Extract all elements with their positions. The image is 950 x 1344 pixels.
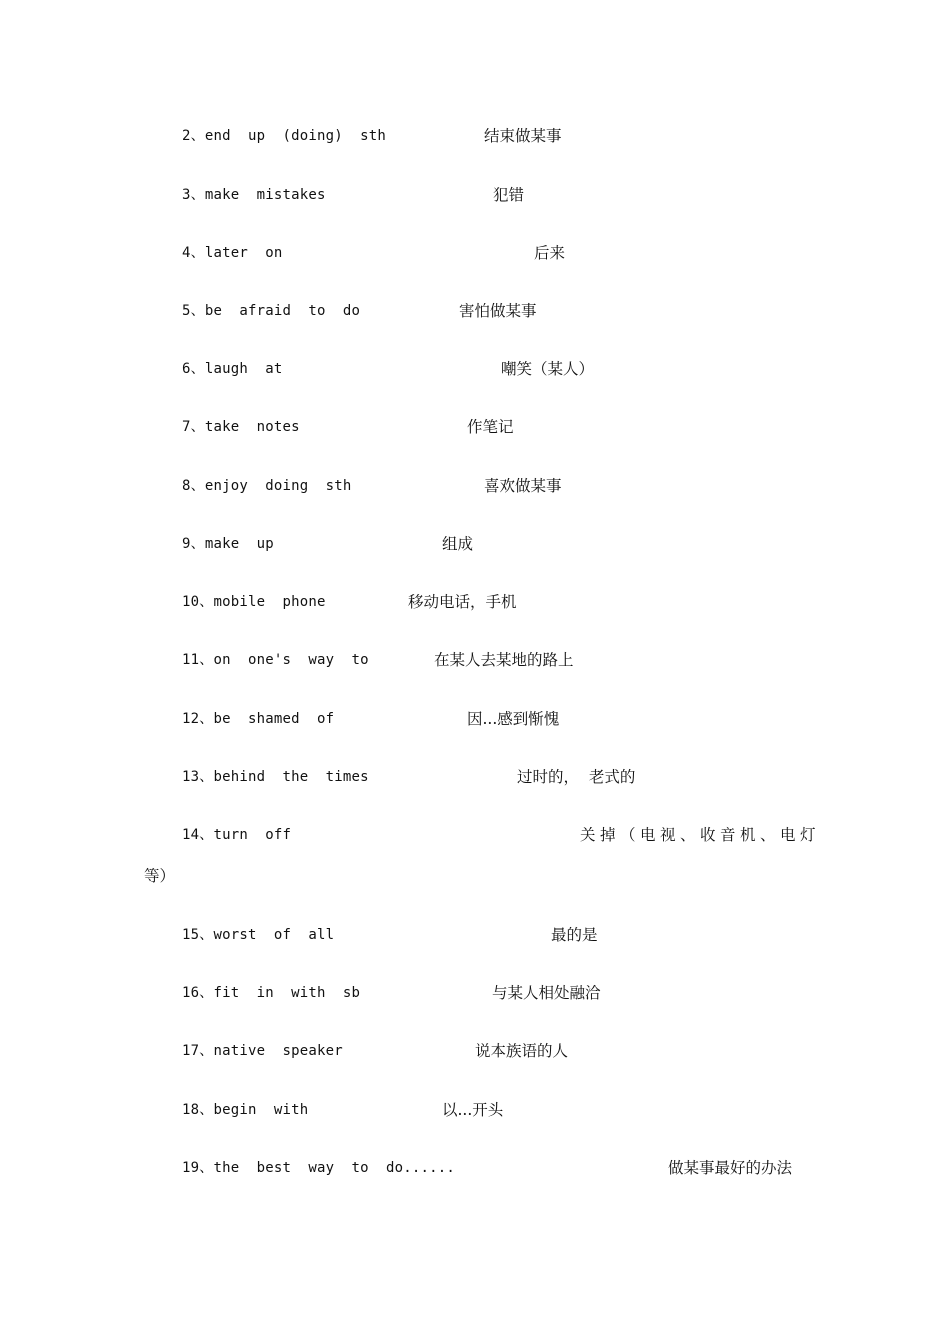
list-item xyxy=(0,707,950,731)
list-item xyxy=(0,981,950,1005)
list-item xyxy=(0,241,950,265)
list-item xyxy=(0,415,950,439)
english-phrase: 9、make up xyxy=(182,536,274,552)
english-phrase: 14、turn off xyxy=(182,827,292,843)
chinese-meaning: 最的是 xyxy=(551,926,598,944)
list-item xyxy=(0,1098,950,1122)
chinese-meaning-wrap: 等） xyxy=(144,867,176,885)
list-item xyxy=(0,532,950,556)
chinese-meaning: 喜欢做某事 xyxy=(484,477,562,495)
list-item xyxy=(0,765,950,789)
english-phrase: 6、laugh at xyxy=(182,361,283,377)
english-phrase: 7、take notes xyxy=(182,419,300,435)
chinese-meaning: 过时的， 老式的 xyxy=(517,768,636,786)
list-item xyxy=(0,299,950,323)
english-phrase: 8、enjoy doing sth xyxy=(182,478,352,494)
chinese-meaning: 结束做某事 xyxy=(484,127,562,145)
english-phrase: 11、on one's way to xyxy=(182,652,369,668)
chinese-meaning: 后来 xyxy=(534,244,566,262)
english-phrase: 13、behind the times xyxy=(182,769,369,785)
chinese-meaning: 与某人相处融洽 xyxy=(492,984,601,1002)
chinese-meaning: 嘲笑（某人） xyxy=(501,360,595,378)
chinese-meaning: 害怕做某事 xyxy=(459,302,537,320)
chinese-meaning: 关掉（电视、收音机、电灯 xyxy=(580,826,821,844)
list-item xyxy=(0,648,950,672)
list-item xyxy=(0,1156,950,1180)
list-item xyxy=(0,474,950,498)
english-phrase: 5、be afraid to do xyxy=(182,303,361,319)
list-item xyxy=(0,124,950,148)
chinese-meaning: 以...开头 xyxy=(442,1101,504,1119)
chinese-meaning: 说本族语的人 xyxy=(475,1042,569,1060)
english-phrase: 18、begin with xyxy=(182,1102,309,1118)
english-phrase: 12、be shamed of xyxy=(182,711,335,727)
list-item xyxy=(0,183,950,207)
english-phrase: 3、make mistakes xyxy=(182,187,326,203)
english-phrase: 16、fit in with sb xyxy=(182,985,361,1001)
chinese-meaning: 在某人去某地的路上 xyxy=(434,651,574,669)
list-item xyxy=(0,823,950,847)
chinese-meaning: 组成 xyxy=(442,535,474,553)
english-phrase: 17、native speaker xyxy=(182,1043,343,1059)
english-phrase: 4、later on xyxy=(182,245,283,261)
english-phrase: 15、worst of all xyxy=(182,927,335,943)
chinese-meaning: 因...感到惭愧 xyxy=(467,710,560,728)
list-item-continuation xyxy=(0,864,950,888)
chinese-meaning: 移动电话，手机 xyxy=(408,593,517,611)
english-phrase: 19、the best way to do...... xyxy=(182,1160,456,1176)
list-item xyxy=(0,590,950,614)
list-item xyxy=(0,1039,950,1063)
list-item xyxy=(0,357,950,381)
chinese-meaning: 犯错 xyxy=(493,186,525,204)
chinese-meaning: 做某事最好的办法 xyxy=(668,1159,793,1177)
english-phrase: 10、mobile phone xyxy=(182,594,326,610)
chinese-meaning: 作笔记 xyxy=(467,418,514,436)
english-phrase: 2、end up (doing) sth xyxy=(182,128,387,144)
list-item xyxy=(0,923,950,947)
